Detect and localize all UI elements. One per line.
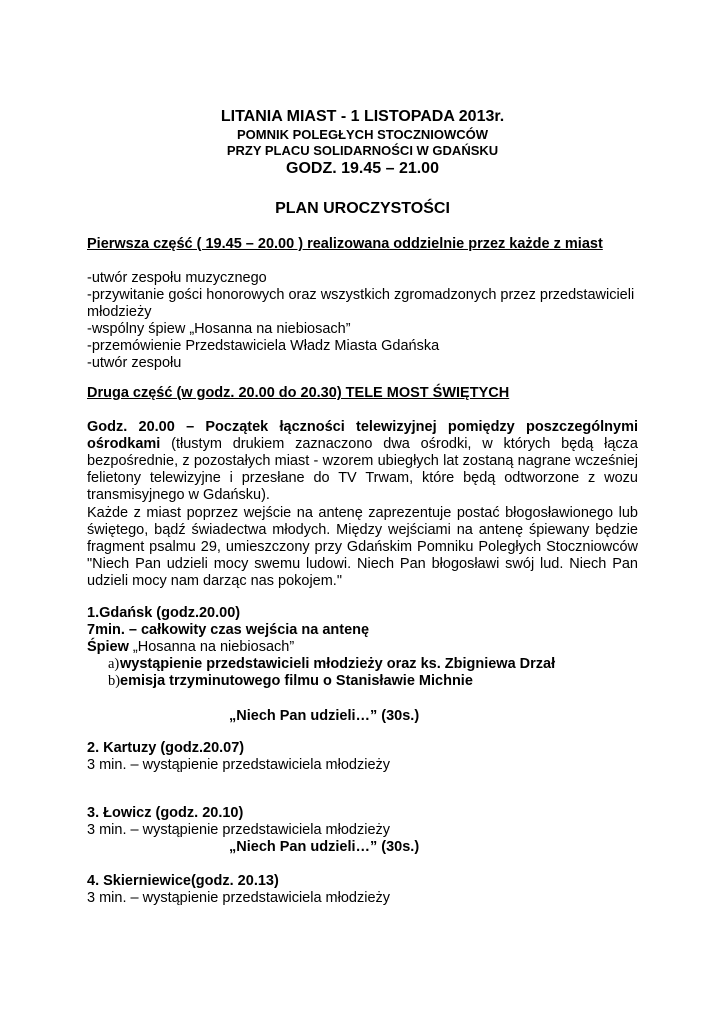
skierniewice-section <box>87 873 638 907</box>
kartuzy-title: 2. Kartuzy (godz.20.07) <box>87 740 245 756</box>
kartuzy-section <box>87 740 638 774</box>
gdansk-song-title: „Hosanna na niebiosach” <box>128 639 295 655</box>
gdansk-program-list <box>87 656 638 690</box>
lowicz-title: 3. Łowicz (godz. 20.10) <box>87 805 244 821</box>
gdansk-title: 1.Gdańsk (godz.20.00) <box>87 605 241 621</box>
list-item <box>87 656 638 673</box>
skierniewice-title: 4. Skierniewice(godz. 20.13) <box>87 873 279 889</box>
list-item-text: wystąpienie przedstawicieli młodzieży oraz ks. Zbigniewa Drzał <box>120 656 556 672</box>
list-item: -utwór zespołu muzycznego <box>87 270 267 286</box>
list-marker: b) <box>108 673 121 689</box>
list-item: -przywitanie gości honorowych oraz wszystkich zgromadzonych przez przedstawicieli <box>87 287 635 303</box>
part2-paragraph1-text: (tłustym drukiem zaznaczono dwa ośrodki, w których będą łącza bezpośrednie, z pozostałych miast - wzorem ubiegłych lat zostaną nagrane wcześniej felietony telewizyjne i przesłane do TV Trwam, które będą odtworzone z wozu transmisyjnego w Gdańsku). <box>87 436 638 503</box>
skierniewice-desc: 3 min. – wystąpienie przedstawiciela młodzieży <box>87 890 391 906</box>
lowicz-desc: 3 min. – wystąpienie przedstawiciela młodzieży <box>87 822 391 838</box>
gdansk-song-label: Śpiew <box>87 639 129 655</box>
lowicz-refrain: „Niech Pan udzieli…” (30s.) <box>229 839 420 855</box>
list-item: młodzieży <box>87 304 152 320</box>
gdansk-duration: 7min. – całkowity czas wejścia na antenę <box>87 622 370 638</box>
document-subtitle-line2: PRZY PLACU SOLIDARNOŚCI W GDAŃSKU <box>226 143 499 158</box>
gdansk-refrain: „Niech Pan udzieli…” (30s.) <box>229 708 420 724</box>
gdansk-song <box>87 639 638 656</box>
gdansk-section <box>87 605 638 690</box>
document-subtitle-line1: POMNIK POLEGŁYCH STOCZNIOWCÓW <box>236 127 489 142</box>
part2-paragraph2: Każde z miast poprzez wejście na antenę zaprezentuje postać błogosławionego lub świętego, bądź świadectwa młodych. Między wejściami na antenę śpiewany będzie fragment psalmu 29, umieszczony przy Gdańskim Pomniku Poległych Stoczniowców "Niech Pan udzieli mocy swemu ludowi. Niech Pan błogosławi swój lud. Niech Pan udzieli mocy nam darząc nas pokojem." <box>87 505 638 589</box>
list-item-text: emisja trzyminutowego filmu o Stanisławie Michnie <box>120 673 473 689</box>
part1-heading: Pierwsza część ( 19.45 – 20.00 ) realizowana oddzielnie przez każde z miast <box>87 236 603 252</box>
part2-paragraph1 <box>87 419 638 504</box>
list-marker: a) <box>108 656 120 672</box>
event-time: GODZ. 19.45 – 21.00 <box>286 160 439 177</box>
lowicz-section <box>87 805 638 839</box>
kartuzy-desc: 3 min. – wystąpienie przedstawiciela młodzieży <box>87 757 391 773</box>
part1-list <box>87 270 638 372</box>
list-item: -wspólny śpiew „Hosanna na niebiosach” <box>87 321 351 337</box>
list-item <box>87 673 638 690</box>
plan-heading: PLAN UROCZYSTOŚCI <box>275 200 450 217</box>
part2-heading: Druga część (w godz. 20.00 do 20.30) TELE MOST ŚWIĘTYCH <box>87 385 510 401</box>
list-item: -przemówienie Przedstawiciela Władz Miasta Gdańska <box>87 338 440 354</box>
document-title: LITANIA MIAST - 1 LISTOPADA 2013r. <box>220 108 505 125</box>
part2-paragraph1-bold: Godz. 20.00 – Początek łączności telewizyjnej pomiędzy poszczególnymi ośrodkami <box>87 419 638 452</box>
list-item: -utwór zespołu <box>87 355 182 371</box>
